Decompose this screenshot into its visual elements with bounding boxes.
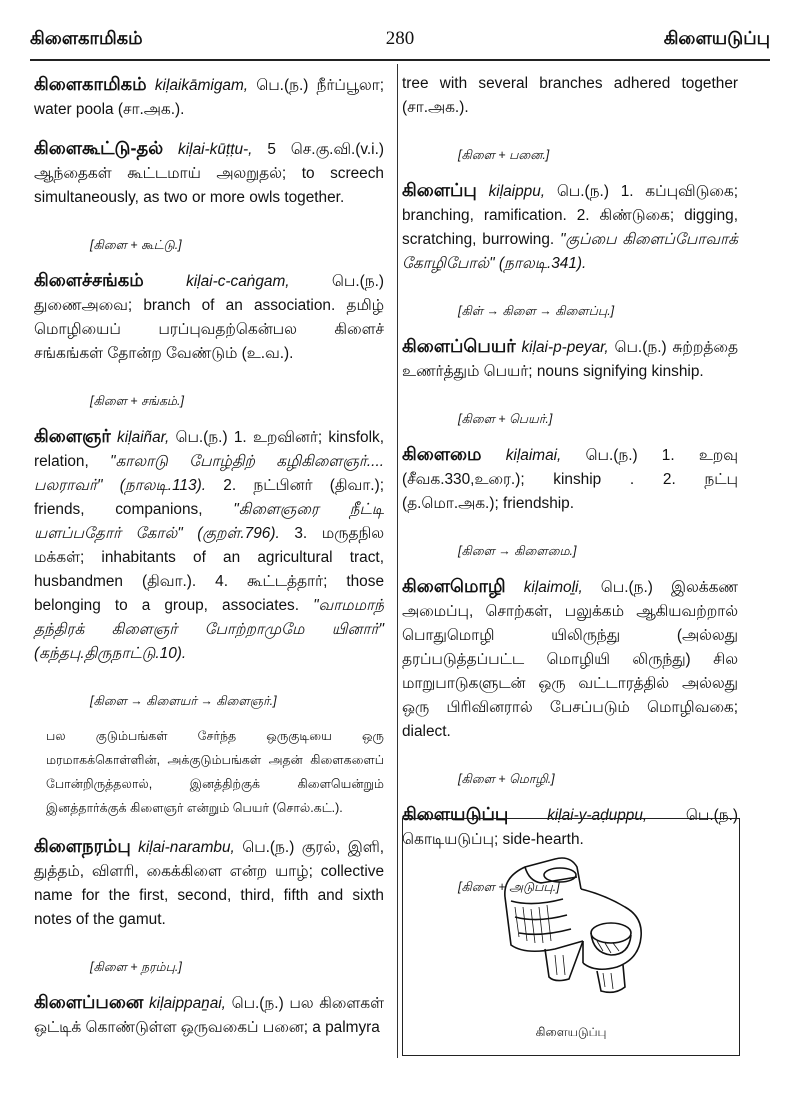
transliteration: kiḷaippaṉai,	[148, 995, 226, 1012]
headword: கிளையடுப்பு	[402, 804, 509, 824]
citation-quote: "குப்பை கிளைப்போவாக் கோழிபோல்" (நாலடி.341).	[402, 231, 738, 272]
dictionary-entry	[402, 334, 738, 384]
definition: பெ.(ந.) நீர்ப்பூலா; water poola (சா.அக.).	[34, 77, 384, 118]
etymology: [கிளை + பனை.]	[458, 148, 550, 162]
right-column	[402, 72, 738, 910]
definition: 5 செ.கு.வி.(v.i.) ஆந்தைகள் கூட்டமாய் அலறுதல்; to screech simultaneously, as two or more owls together.	[34, 141, 385, 206]
etymology: [கிள் → கிளை → கிளைப்பு.]	[458, 304, 615, 318]
headword: கிளைப்பு	[402, 180, 477, 200]
headword: கிளைகாமிகம்	[34, 74, 147, 94]
headword: கிளைச்சங்கம்	[34, 270, 144, 290]
citation-quote: "காலாடு போழ்திற் கழிகிளைஞர்.... பலராவர்" (நாலடி.113).	[34, 453, 384, 494]
definition: 2. நட்பினர் (திவா.); friends, companions,	[34, 477, 384, 518]
definition: பெ.(ந.) சுற்றத்தை உணர்த்தும் பெயர்; nouns signifying kinship.	[402, 339, 738, 380]
definition: 3. மருதநில மக்கள்; inhabitants of an agricultural tract, husbandmen (திவா.). 4. கூட்டத்தார்; those belonging to a group, associates.	[34, 525, 384, 614]
dictionary-entry	[402, 574, 738, 744]
definition: பெ.(ந.) 1. கப்புவிடுகை; branching, ramification. 2. கிண்டுகை; digging, scratching, burrowing.	[402, 183, 738, 248]
dictionary-entry	[402, 72, 738, 120]
definition: tree with several branches adhered together (சா.அக.).	[402, 75, 738, 116]
transliteration: kiḷai-narambu,	[138, 839, 235, 856]
dictionary-entry	[34, 136, 384, 210]
transliteration: kiḷai-p-peyar,	[521, 339, 609, 356]
left-column	[34, 72, 384, 1054]
header-right-guideword: கிளையடுப்பு	[663, 28, 770, 48]
transliteration: kiḷai-kūṭṭu-,	[178, 141, 253, 158]
dictionary-entry	[34, 834, 384, 932]
definition: பெ.(ந.) துணைஅவை; branch of an association. தமிழ் மொழியைப் பரப்புவதற்கென்பல கிளைச் சங்கங்கள் தோன்ற வேண்டும் (உ.வ.).	[34, 273, 384, 362]
dictionary-entry	[34, 72, 384, 122]
etymology: [கிளை → கிளையர் → கிளைஞர்.]	[90, 694, 277, 708]
dictionary-entry	[402, 178, 738, 276]
citation-quote: "வாமமாந் தந்திரக் கிளைஞர் போற்றாமுமே யினார்" (கந்தபு.திருநாட்டு.10).	[34, 597, 384, 662]
etymology: [கிளை + மொழி.]	[458, 772, 555, 786]
transliteration: kiḷai-c-caṅgam,	[186, 273, 290, 290]
figure-caption: கிளையடுப்பு	[535, 1025, 607, 1039]
headword: கிளைப்பனை	[34, 992, 144, 1012]
definition: பெ.(ந.) பல கிளைகள் ஒட்டிக் கொண்டுள்ள ஒருவகைப் பனை; a palmyra	[34, 995, 384, 1036]
header-left-guideword: கிளைகாமிகம்	[30, 28, 143, 48]
dictionary-entry	[34, 990, 384, 1040]
transliteration: kiḷaimai,	[505, 447, 562, 464]
etymology: [கிளை → கிளைமை.]	[458, 544, 577, 558]
page-number: 280	[385, 28, 415, 49]
definition: பெ.(ந.) கொடியடுப்பு; side-hearth.	[402, 807, 739, 848]
transliteration: kiḷaimoḻi,	[523, 579, 583, 596]
dictionary-entry	[34, 268, 384, 366]
etymology: [கிளை + நரம்பு.]	[90, 960, 182, 974]
headword: கிளைமொழி	[402, 576, 506, 596]
definition: பெ.(ந.) இலக்கண அமைப்பு, சொற்கள், பலுக்கம் ஆகியவற்றால் பொதுமொழி யிலிருந்து (அல்லது தரப்படுத்தப்பட்ட மொழியி லிருந்து) சில மாறுபாடுகளுடன் ஒரு வட்டாரத்தில் அல்லது ஒரு பிரிவினரால் பேசப்படும் மொழிவகை; dialect.	[402, 579, 738, 740]
definition: பெ.(ந.) 1. உறவு (சீவக.330,உரை.); kinship . 2. நட்பு (த.மொ.அக.); friendship.	[402, 447, 738, 512]
dictionary-entry	[34, 424, 384, 666]
transliteration: kiḷaippu,	[488, 183, 546, 200]
dictionary-entry	[402, 442, 738, 516]
citation-quote: "கிளைஞரை நீட்டி யளப்பதோர் கோல்" (குறள்.796).	[34, 501, 384, 542]
headword: கிளைமை	[402, 444, 482, 464]
headword: கிளைப்பெயர்	[402, 336, 516, 356]
etymology: [கிளை + கூட்டு.]	[90, 238, 182, 252]
etymology: [கிளை + பெயர்.]	[458, 412, 553, 426]
header-rule	[30, 59, 770, 61]
headword: கிளைஞர்	[34, 426, 111, 446]
side-hearth-illustration	[485, 837, 655, 1002]
definition: பெ.(ந.) 1. உறவினர்; kinsfolk, relation,	[34, 429, 384, 470]
transliteration: kiḷaikāmigam,	[154, 77, 249, 94]
transliteration: kiḷaiñar,	[117, 429, 170, 446]
column-divider	[397, 64, 398, 1058]
transliteration: kiḷai-y-aḍuppu,	[547, 807, 648, 824]
headword: கிளைகூட்டு-தல்	[34, 138, 164, 158]
page-header	[30, 22, 770, 56]
figure-box	[402, 818, 740, 1056]
definition: பெ.(ந.) குரல், இளி, துத்தம், விளரி, கைக்கிளை என்ற யாழ்; collective name for the first, second, third, fifth and sixth notes of the gamut.	[34, 839, 384, 928]
headword: கிளைநரம்பு	[34, 836, 131, 856]
etymology: [கிளை + சங்கம்.]	[90, 394, 184, 408]
usage-note: பல குடும்பங்கள் சேர்ந்த ஒருகுடியை ஒரு மரமாகக்கொள்ளின், அக்குடும்பங்கள் அதன் கிளைகளைப் போன்றிருத்தலால், இனத்திற்குக் கிளையென்றும் இனத்தார்க்குக் கிளைஞர் என்றும் பெயர் (சொல்.கட்.).	[46, 729, 384, 815]
etymology: [கிளை + அடுப்பு.]	[458, 880, 560, 894]
